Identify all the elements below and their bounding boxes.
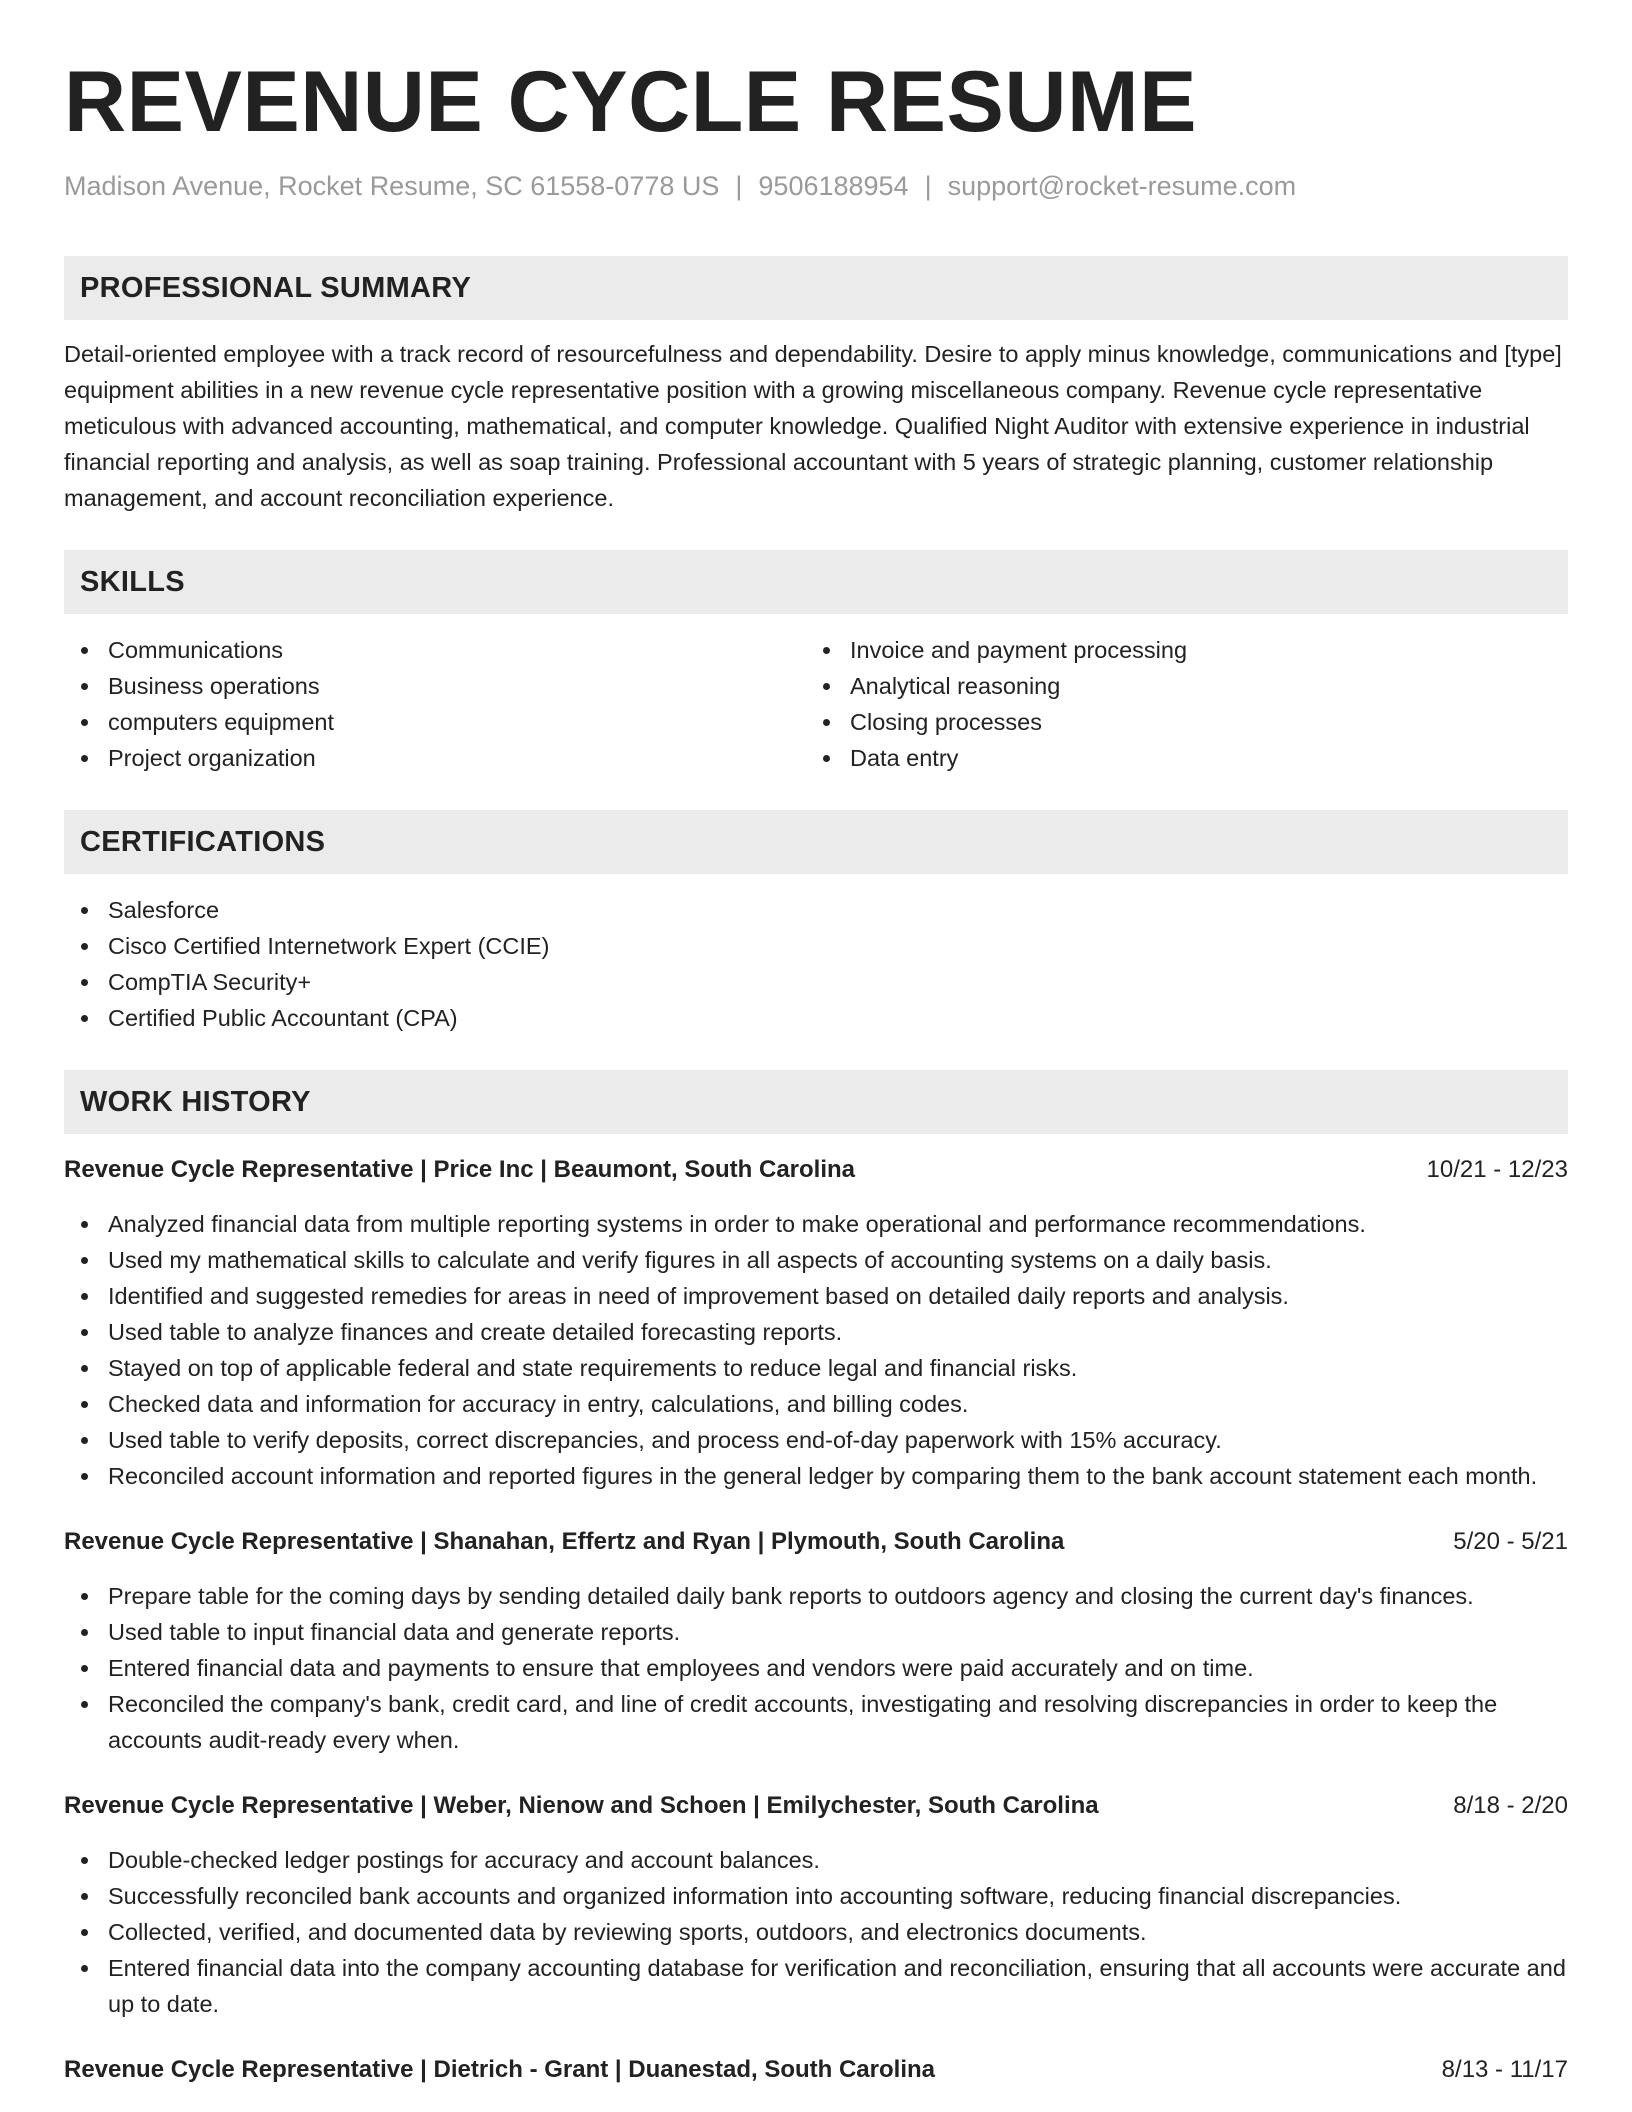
skill-item: Invoice and payment processing [806, 632, 1548, 668]
job-entry [64, 1788, 1568, 2022]
skill-item: Analytical reasoning [806, 668, 1548, 704]
job-bullet: Double-checked ledger postings for accuracy and account balances. [64, 1842, 1568, 1878]
certification-item: Cisco Certified Internetwork Expert (CCIE) [64, 928, 1568, 964]
certifications-section [64, 810, 1568, 1036]
job-dates: 5/20 - 5/21 [1453, 1528, 1568, 1555]
job-entry [64, 1152, 1568, 1494]
job-dates: 10/21 - 12/23 [1426, 1156, 1568, 1183]
certification-item: CompTIA Security+ [64, 964, 1568, 1000]
job-bullets [64, 1578, 1568, 1758]
job-bullet: Successfully reconciled bank accounts and organized information into accounting software, reducing financial discrepancies. [64, 1878, 1568, 1914]
contact-email: support@rocket-resume.com [947, 171, 1297, 201]
job-dates: 8/18 - 2/20 [1453, 1792, 1568, 1819]
job-bullet: Checked data and information for accuracy in entry, calculations, and billing codes. [64, 1386, 1568, 1422]
professional-summary-section [64, 256, 1568, 516]
certification-item: Certified Public Accountant (CPA) [64, 1000, 1568, 1036]
job-bullet: Reconciled account information and reported figures in the general ledger by comparing them to the bank account statement each month. [64, 1458, 1568, 1494]
contact-separator: | [924, 171, 932, 201]
job-entry [64, 1524, 1568, 1758]
summary-text: Detail-oriented employee with a track record of resourcefulness and dependability. Desire to apply minus knowledge, communications and [type] equipment abilities in a new revenue cycle representative position with a growing miscellaneous company. Revenue cycle representative meticulous with advanced accounting, mathematical, and computer knowledge. Qualified Night Auditor with extensive experience in industrial financial reporting and analysis, as well as soap training. Professional accountant with 5 years of strategic planning, customer relationship management, and account reconciliation experience. [64, 341, 1562, 511]
job-bullet: Identified and suggested remedies for areas in need of improvement based on detailed daily reports and analysis. [64, 1278, 1568, 1314]
job-bullet: Used my mathematical skills to calculate and verify figures in all aspects of accounting systems on a daily basis. [64, 1242, 1568, 1278]
skills-grid [64, 632, 1568, 776]
job-bullet: Entered financial data into the company accounting database for verification and reconciliation, ensuring that all accounts were accurate and up to date. [64, 1950, 1568, 2022]
contact-line [64, 168, 1568, 204]
job-bullet: Stayed on top of applicable federal and state requirements to reduce legal and financial risks. [64, 1350, 1568, 1386]
work-history-section [64, 1070, 1568, 2088]
contact-separator: | [735, 171, 743, 201]
job-header [64, 1788, 1568, 1824]
section-heading: CERTIFICATIONS [64, 810, 1568, 874]
job-title: Revenue Cycle Representative | Weber, Nienow and Schoen | Emilychester, South Carolina [64, 1792, 1099, 1819]
job-bullet: Reconciled the company's bank, credit card, and line of credit accounts, investigating and resolving discrepancies in order to keep the accounts audit-ready every when. [64, 1686, 1568, 1758]
job-bullets [64, 1842, 1568, 2022]
job-entry [64, 2052, 1568, 2088]
certifications-list [64, 892, 1568, 1036]
job-bullet: Collected, verified, and documented data by reviewing sports, outdoors, and electronics documents. [64, 1914, 1568, 1950]
job-bullet: Prepare table for the coming days by sending detailed daily bank reports to outdoors agency and closing the current day's finances. [64, 1578, 1568, 1614]
skill-item: Communications [64, 632, 806, 668]
contact-phone: 9506188954 [758, 171, 909, 201]
skill-item: Project organization [64, 740, 806, 776]
skills-section [64, 550, 1568, 776]
skill-item: Data entry [806, 740, 1548, 776]
job-bullet: Used table to verify deposits, correct discrepancies, and process end-of-day paperwork with 15% accuracy. [64, 1422, 1568, 1458]
job-bullet: Used table to analyze finances and create detailed forecasting reports. [64, 1314, 1568, 1350]
skill-item: computers equipment [64, 704, 806, 740]
certification-item: Salesforce [64, 892, 1568, 928]
job-bullet: Used table to input financial data and generate reports. [64, 1614, 1568, 1650]
job-dates: 8/13 - 11/17 [1441, 2056, 1568, 2083]
skills-left-list [64, 632, 806, 776]
resume-title: REVENUE CYCLE RESUME [64, 54, 1197, 150]
section-heading: WORK HISTORY [64, 1070, 1568, 1134]
contact-address: Madison Avenue, Rocket Resume, SC 61558-0778 US [64, 171, 720, 201]
job-bullet: Entered financial data and payments to ensure that employees and vendors were paid accurately and on time. [64, 1650, 1568, 1686]
skills-right-list [806, 632, 1548, 776]
skill-item: Business operations [64, 668, 806, 704]
job-bullet: Analyzed financial data from multiple reporting systems in order to make operational and performance recommendations. [64, 1206, 1568, 1242]
section-heading: SKILLS [64, 550, 1568, 614]
job-title: Revenue Cycle Representative | Price Inc | Beaumont, South Carolina [64, 1156, 856, 1183]
resume-content [64, 52, 1568, 2088]
section-heading: PROFESSIONAL SUMMARY [64, 256, 1568, 320]
job-header [64, 2052, 1568, 2088]
job-bullets [64, 1206, 1568, 1494]
skill-item: Closing processes [806, 704, 1548, 740]
job-title: Revenue Cycle Representative | Shanahan, Effertz and Ryan | Plymouth, South Carolina [64, 1528, 1065, 1555]
job-header [64, 1152, 1568, 1188]
job-title: Revenue Cycle Representative | Dietrich - Grant | Duanestad, South Carolina [64, 2056, 935, 2083]
job-header [64, 1524, 1568, 1560]
